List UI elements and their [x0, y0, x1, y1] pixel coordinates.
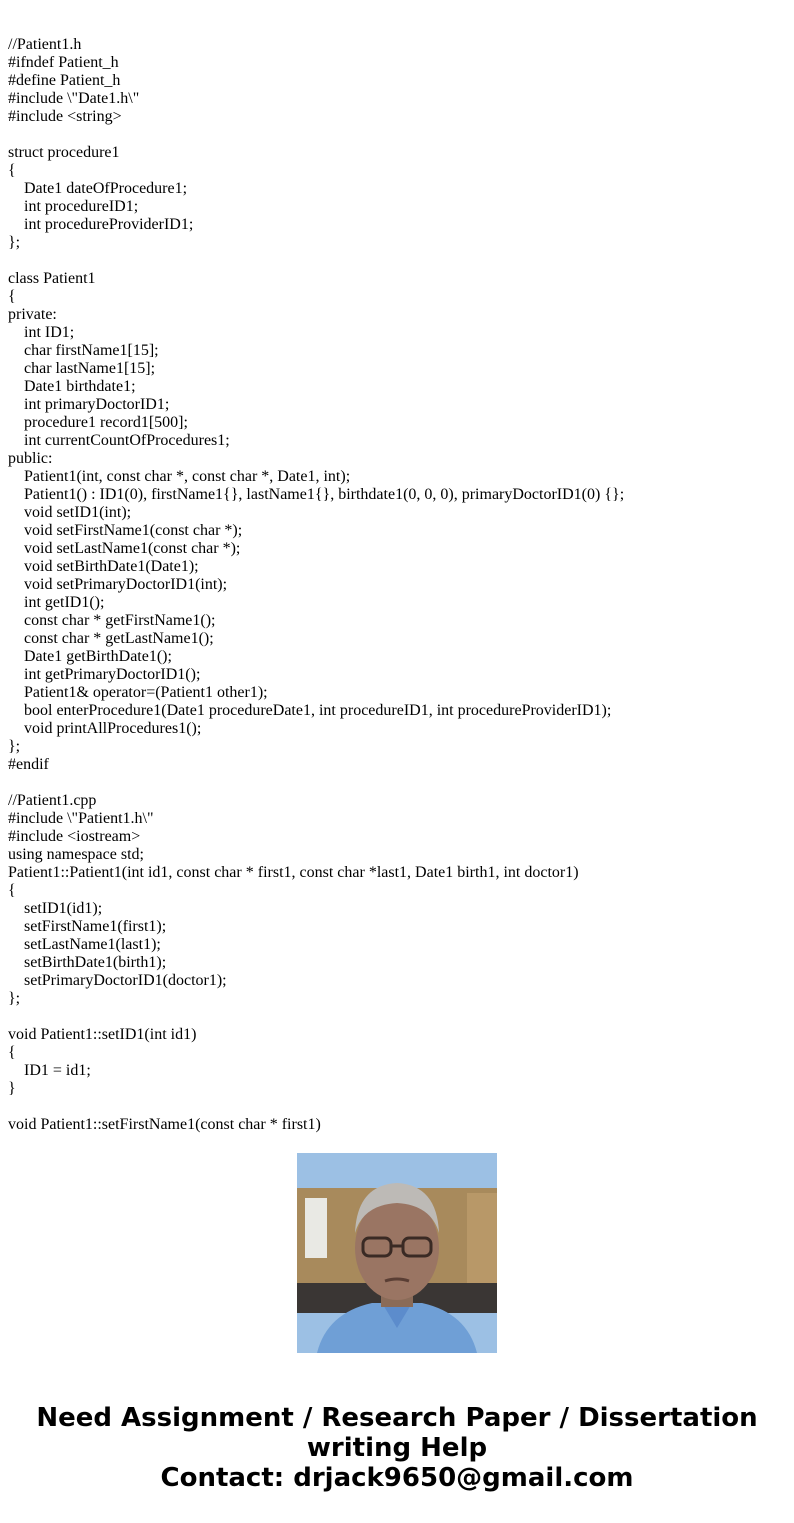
code-line: void Patient1::setFirstName1(const char * first1) [8, 1116, 321, 1133]
code-line: int ID1; [8, 324, 75, 341]
code-line: setLastName1(last1); [8, 936, 161, 953]
code-line: #include <iostream> [8, 828, 141, 845]
code-line: struct procedure1 [8, 144, 120, 161]
code-line: using namespace std; [8, 846, 144, 863]
author-avatar [297, 1153, 497, 1353]
banner-line-1: Need Assignment / Research Paper / Dissertation [36, 1403, 758, 1433]
code-line: class Patient1 [8, 270, 96, 287]
code-line: int primaryDoctorID1; [8, 396, 170, 413]
code-line: { [8, 288, 16, 305]
code-line: { [8, 1044, 16, 1061]
code-line: setBirthDate1(birth1); [8, 954, 167, 971]
code-line: void Patient1::setID1(int id1) [8, 1026, 197, 1043]
code-line: void setPrimaryDoctorID1(int); [8, 576, 228, 593]
code-line: char firstName1[15]; [8, 342, 159, 359]
code-line [8, 774, 788, 792]
code-line: #include <string> [8, 108, 122, 125]
code-line: Date1 birthdate1; [8, 378, 136, 395]
code-line: }; [8, 990, 21, 1007]
code-line: { [8, 882, 16, 899]
code-line: void setLastName1(const char *); [8, 540, 241, 557]
code-line: int procedureProviderID1; [8, 216, 194, 233]
banner-line-2: writing Help [306, 1433, 488, 1463]
code-line: void setFirstName1(const char *); [8, 522, 243, 539]
code-line: procedure1 record1[500]; [8, 414, 188, 431]
code-line: void setID1(int); [8, 504, 132, 521]
code-line [8, 252, 788, 270]
code-line: Date1 dateOfProcedure1; [8, 180, 188, 197]
code-line: void printAllProcedures1(); [8, 720, 202, 737]
code-line: ID1 = id1; [8, 1062, 91, 1079]
code-line: Patient1& operator=(Patient1 other1); [8, 684, 268, 701]
code-line: setID1(id1); [8, 900, 103, 917]
code-line [8, 126, 788, 144]
code-line: #include \"Date1.h\" [8, 90, 140, 107]
code-line: Patient1() : ID1(0), firstName1{}, lastName1{}, birthdate1(0, 0, 0), primaryDoctorID1(0) {}; [8, 486, 625, 503]
code-line: Patient1(int, const char *, const char *, Date1, int); [8, 468, 351, 485]
code-line: #ifndef Patient_h [8, 54, 119, 71]
contact-email: Contact: drjack9650@gmail.com [160, 1463, 634, 1493]
code-line: const char * getFirstName1(); [8, 612, 216, 629]
code-line: { [8, 162, 16, 179]
code-line: #define Patient_h [8, 72, 121, 89]
code-line: //Patient1.h [8, 36, 82, 53]
code-line: #include \"Patient1.h\" [8, 810, 154, 827]
code-line [8, 1008, 788, 1026]
code-line: int procedureID1; [8, 198, 139, 215]
code-line: //Patient1.cpp [8, 792, 97, 809]
code-line: setFirstName1(first1); [8, 918, 167, 935]
code-line: const char * getLastName1(); [8, 630, 214, 647]
code-line: setPrimaryDoctorID1(doctor1); [8, 972, 227, 989]
person-photo-icon [297, 1153, 497, 1353]
code-line: Date1 getBirthDate1(); [8, 648, 172, 665]
code-line: private: [8, 306, 57, 323]
code-line: char lastName1[15]; [8, 360, 156, 377]
code-line: }; [8, 234, 21, 251]
code-line: int getPrimaryDoctorID1(); [8, 666, 201, 683]
code-line [8, 1098, 788, 1116]
code-line: int currentCountOfProcedures1; [8, 432, 230, 449]
code-line: void setBirthDate1(Date1); [8, 558, 199, 575]
contact-banner [0, 1403, 794, 1493]
code-line: public: [8, 450, 53, 467]
code-line: }; [8, 738, 21, 755]
code-line: int getID1(); [8, 594, 105, 611]
code-line: bool enterProcedure1(Date1 procedureDate1, int procedureID1, int procedureProviderID1); [8, 702, 612, 719]
code-listing [8, 36, 788, 1133]
code-line: Patient1::Patient1(int id1, const char * first1, const char *last1, Date1 birth1, int doctor1) [8, 864, 579, 881]
code-line: #endif [8, 756, 49, 773]
code-line: } [8, 1080, 16, 1097]
